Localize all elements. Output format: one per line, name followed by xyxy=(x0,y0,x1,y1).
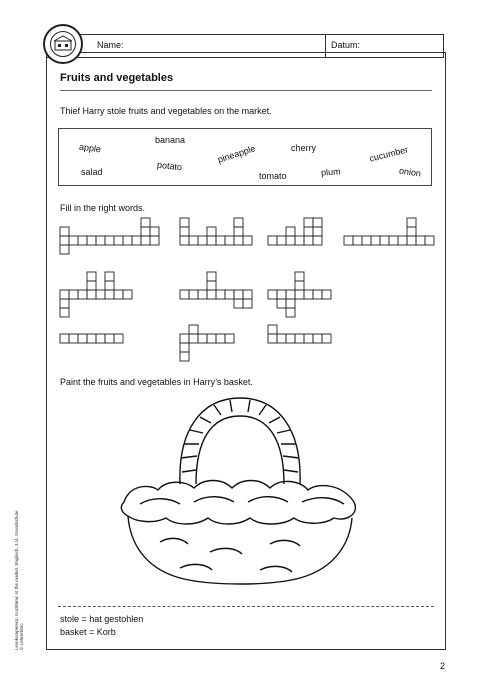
word-onion: onion xyxy=(398,165,422,179)
dashed-divider xyxy=(58,606,434,607)
glossary-basket: basket = Korb xyxy=(60,627,116,637)
puzzle-apple xyxy=(60,334,123,343)
puzzle-onion xyxy=(268,325,331,343)
word-tomato: tomato xyxy=(259,171,287,181)
basket-icon xyxy=(110,392,370,592)
page-number: 2 xyxy=(440,661,446,671)
word-potato: potato xyxy=(156,159,183,173)
word-apple: apple xyxy=(78,141,102,155)
word-cherry: cherry xyxy=(291,143,317,153)
side-credit xyxy=(14,510,24,650)
word-pineapple: pineapple xyxy=(216,143,257,165)
puzzle-pineapple xyxy=(60,218,159,254)
paint-instruction: Paint the fruits and vegetables in Harry’s basket. xyxy=(60,377,253,387)
puzzle-tomato xyxy=(268,272,331,317)
date-label: Datum: xyxy=(331,40,361,50)
puzzle-plum xyxy=(180,325,234,361)
word-banana: banana xyxy=(155,135,186,145)
fill-instruction: Fill in the right words. xyxy=(60,203,146,213)
glossary-stole: stole = hat gestohlen xyxy=(60,614,144,624)
side-credit-line-2: © Lehrerbüro xyxy=(19,623,24,650)
puzzle-cucumber xyxy=(344,218,434,245)
puzzle-salad xyxy=(268,218,322,245)
name-label: Name: xyxy=(97,40,124,50)
puzzle-cherry xyxy=(180,272,252,308)
side-credit-line-1: Lesekompetenz, Kurzkrimi: At the market, Englisch, 3./4. Grundschule xyxy=(14,510,19,650)
puzzle-banana xyxy=(180,218,252,245)
word-salad: salad xyxy=(81,167,103,177)
intro-text: Thief Harry stole fruits and vegetables on the market. xyxy=(60,106,272,116)
page-title: Fruits and vegetables xyxy=(60,72,174,84)
word-plum: plum xyxy=(320,166,341,178)
puzzle-potato xyxy=(60,272,132,317)
word-cucumber: cucumber xyxy=(368,144,410,164)
